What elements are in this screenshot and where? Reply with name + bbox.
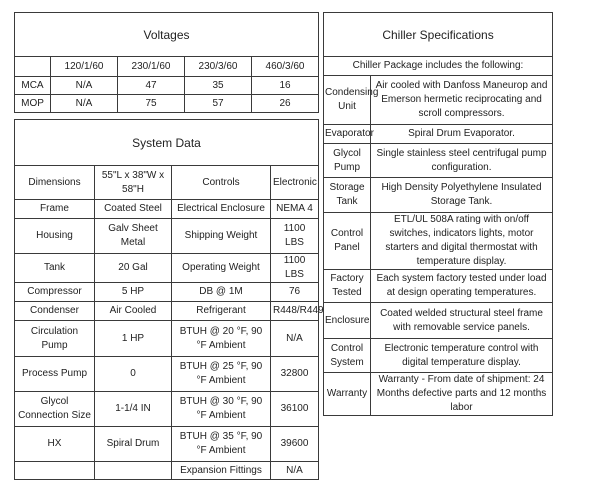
table-row [15,219,319,254]
system-cell: 76 [271,283,319,302]
system-cell: HX [15,427,95,462]
table-row [15,95,319,113]
voltages-table [14,12,319,113]
system-cell [95,462,172,480]
system-cell [15,462,95,480]
table-row [15,392,319,427]
spec-label: Warranty [324,373,371,416]
spec-label: Control Panel [324,213,371,270]
system-cell: 1100 LBS [271,219,319,254]
system-cell: Process Pump [15,357,95,392]
system-cell: 0 [95,357,172,392]
voltages-cell: 26 [252,95,319,113]
system-data-title: System Data [15,120,319,166]
table-row [324,76,553,125]
table-row [15,321,319,357]
spec-description: Electronic temperature control with digital temperature display. [371,339,553,373]
table-row [324,213,553,270]
system-cell: 1-1/4 IN [95,392,172,427]
table-row [15,200,319,219]
spec-description: Warranty - From date of shipment: 24 Months defective parts and 12 months labor [371,373,553,416]
system-cell: BTUH @ 30 °F, 90 °F Ambient [172,392,271,427]
spec-label: Control System [324,339,371,373]
spec-label: Factory Tested [324,270,371,303]
system-cell: Air Cooled [95,302,172,321]
voltages-cell: MOP [15,95,51,113]
system-cell: Condenser [15,302,95,321]
voltages-cell: 75 [118,95,185,113]
system-cell: 5 HP [95,283,172,302]
voltages-title: Voltages [15,13,319,57]
table-row [324,339,553,373]
system-cell: 32800 [271,357,319,392]
system-cell: 1 HP [95,321,172,357]
system-cell: NEMA 4 [271,200,319,219]
system-cell: Tank [15,254,95,283]
voltages-cell: N/A [51,77,118,95]
system-data-table [14,119,324,480]
system-cell: Frame [15,200,95,219]
table-row [15,283,319,302]
system-cell: Compressor [15,283,95,302]
system-cell: Expansion Fittings [172,462,271,480]
system-cell: Operating Weight [172,254,271,283]
table-row [15,462,319,480]
system-cell: Shipping Weight [172,219,271,254]
spec-description: Air cooled with Danfoss Maneurop and Emerson hermetic reciprocating and scroll compressors. [371,76,553,125]
spec-description: Single stainless steel centrifugal pump configuration. [371,144,553,178]
spec-description: ETL/UL 508A rating with on/off switches, indicators lights, motor starters and digital thermostat with temperature display. [371,213,553,270]
table-row [324,144,553,178]
system-cell: BTUH @ 35 °F, 90 °F Ambient [172,427,271,462]
voltages-cell: MCA [15,77,51,95]
system-cell: Refrigerant [172,302,271,321]
chiller-specs-title: Chiller Specifications [324,13,553,57]
voltages-cell: 35 [185,77,252,95]
system-cell: Controls [172,166,271,200]
voltages-header-cell [15,57,51,77]
chiller-specs-table [323,12,553,416]
system-cell: N/A [271,321,319,357]
system-cell: Circulation Pump [15,321,95,357]
spec-label: Condensing Unit [324,76,371,125]
table-row [15,357,319,392]
system-cell: BTUH @ 20 °F, 90 °F Ambient [172,321,271,357]
table-row [324,178,553,213]
system-cell: 20 Gal [95,254,172,283]
voltages-cell: 16 [252,77,319,95]
system-cell: Glycol Connection Size [15,392,95,427]
chiller-specs-intro: Chiller Package includes the following: [324,57,553,76]
system-cell: Housing [15,219,95,254]
voltages-cell: 57 [185,95,252,113]
system-cell: Dimensions [15,166,95,200]
system-cell: Electrical Enclosure [172,200,271,219]
table-row [15,427,319,462]
system-cell: Galv Sheet Metal [95,219,172,254]
system-cell: 55"L x 38"W x 58"H [95,166,172,200]
system-cell: BTUH @ 25 °F, 90 °F Ambient [172,357,271,392]
system-cell: Coated Steel [95,200,172,219]
spec-description: High Density Polyethylene Insulated Storage Tank. [371,178,553,213]
voltages-header-cell: 120/1/60 [51,57,118,77]
table-row [15,302,319,321]
table-row [15,254,319,283]
spec-description: Coated welded structural steel frame with removable service panels. [371,303,553,339]
spec-label: Glycol Pump [324,144,371,178]
system-cell: 1100 LBS [271,254,319,283]
system-cell: Electronic [271,166,319,200]
spec-description: Spiral Drum Evaporator. [371,125,553,144]
voltages-cell: 47 [118,77,185,95]
table-row [324,303,553,339]
table-row [324,373,553,416]
spec-label: Storage Tank [324,178,371,213]
table-row [324,125,553,144]
voltages-header-cell: 230/1/60 [118,57,185,77]
spec-description: Each system factory tested under load at design operating temperatures. [371,270,553,303]
system-cell: 36100 [271,392,319,427]
system-cell: 39600 [271,427,319,462]
voltages-cell: N/A [51,95,118,113]
system-cell: N/A [271,462,319,480]
table-row [15,77,319,95]
table-row [324,270,553,303]
system-cell: R448/R449 [271,302,319,321]
spec-label: Evaporator [324,125,371,144]
system-cell: Spiral Drum [95,427,172,462]
table-row [15,166,319,200]
voltages-header-cell: 460/3/60 [252,57,319,77]
system-cell: DB @ 1M [172,283,271,302]
spec-label: Enclosure [324,303,371,339]
voltages-header-cell: 230/3/60 [185,57,252,77]
